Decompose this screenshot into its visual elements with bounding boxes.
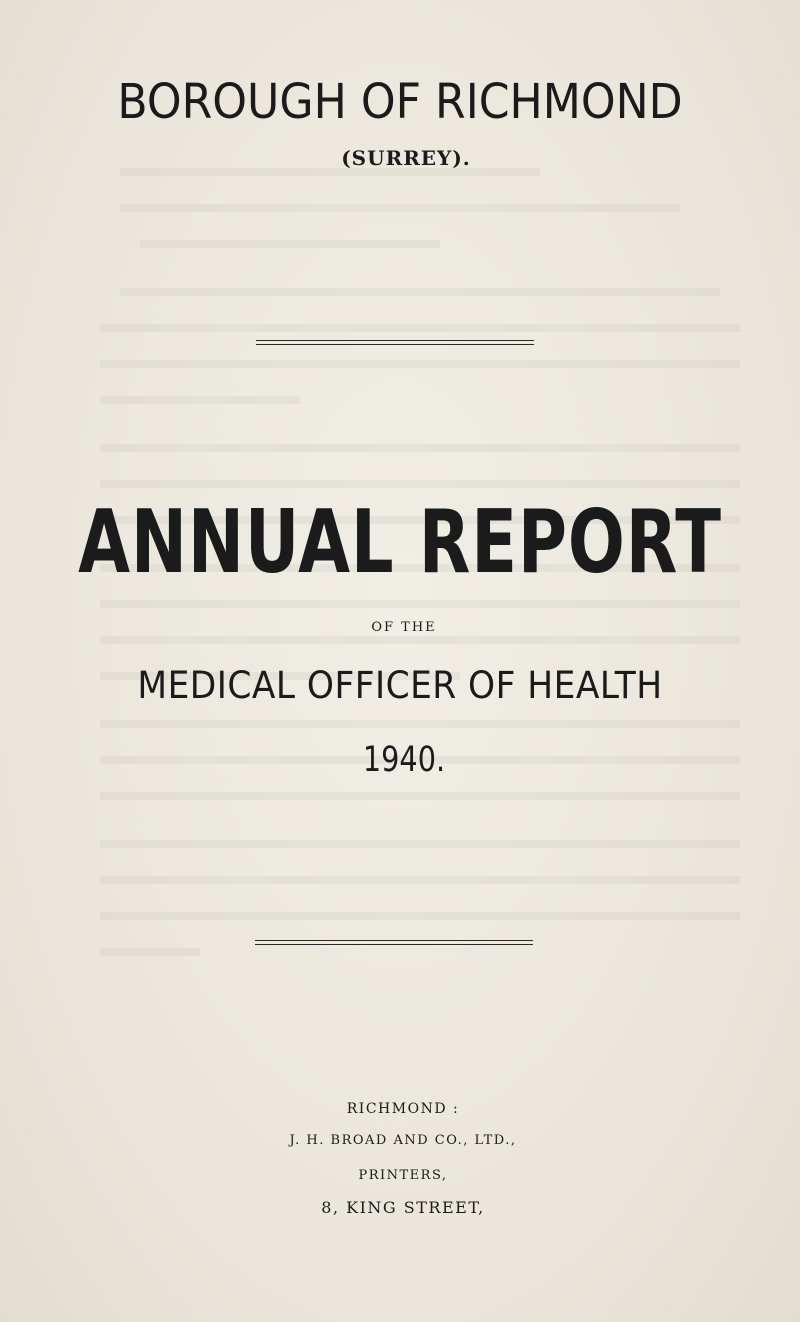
divider-rule-top [256, 340, 534, 341]
divider-rule-bottom [255, 940, 533, 941]
report-year: 1940. [362, 740, 446, 780]
imprint-printer-name: J. H. BROAD AND CO., LTD., [289, 1133, 517, 1148]
of-the-connector: OF THE [371, 620, 437, 635]
imprint-printer-role: PRINTERS, [358, 1168, 448, 1183]
imprint-address: 8, KING STREET, [321, 1198, 485, 1217]
office-title: MEDICAL OFFICER OF HEALTH [137, 664, 663, 707]
borough-heading: BOROUGH OF RICHMOND [117, 74, 683, 130]
county-subheading: (SURREY). [341, 146, 471, 170]
imprint-place: RICHMOND : [346, 1101, 460, 1117]
report-title: ANNUAL REPORT [78, 492, 722, 594]
